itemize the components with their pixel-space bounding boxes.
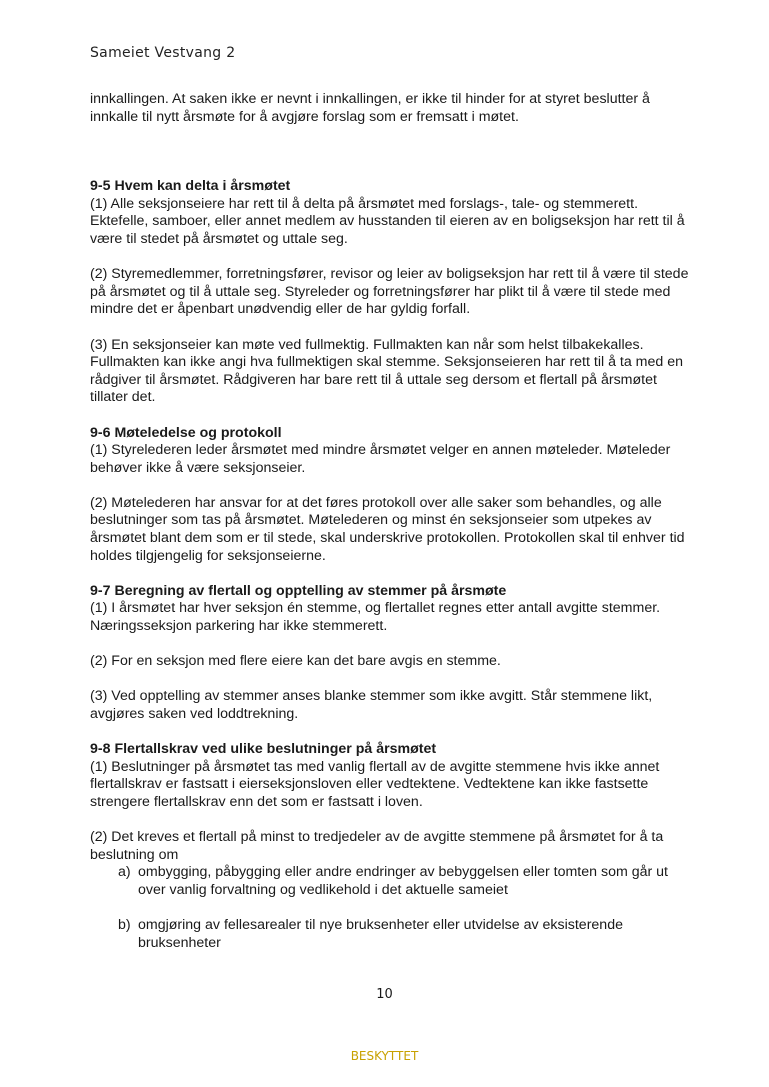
- document-header: Sameiet Vestvang 2: [90, 45, 236, 61]
- paragraph: (1) Beslutninger på årsmøtet tas med vanlig flertall av de avgitte stemmene hvis ikke annet flertallskrav er fastsatt i eierseksjonsloven eller vedtektene. Vedtektene kan ikke fastsette strengere flertallskrav enn det som er fastsatt i loven.: [90, 758, 660, 810]
- paragraph: (1) Alle seksjonseiere har rett til å delta på årsmøtet med forslags-, tale- og stemmerett. Ektefelle, samboer, eller annet medlem av husstanden til eieren av en boligseksjon har rett til å være til stedet på årsmøtet og uttale seg.: [90, 195, 685, 247]
- paragraph: (3) Ved opptelling av stemmer anses blanke stemmer som ikke avgitt. Står stemmene likt, avgjøres saken ved loddtrekning.: [90, 688, 653, 722]
- paragraph: (1) Styrelederen leder årsmøtet med mindre årsmøtet velger en annen møteleder. Møteleder behøver ikke å være seksjonseier.: [90, 442, 671, 476]
- paragraph: (2) For en seksjon med flere eiere kan det bare avgis en stemme.: [90, 653, 501, 670]
- paragraph: (2) Det kreves et flertall på minst to tredjedeler av de avgitte stemmene på årsmøtet for å ta beslutning om: [90, 829, 664, 863]
- document-body: [90, 91, 690, 952]
- section-heading: 9-8 Flertallskrav ved ulike beslutninger på årsmøtet: [90, 741, 437, 758]
- classification-label: BESKYTTET: [350, 1049, 419, 1063]
- section-9-7: [90, 583, 690, 724]
- section-9-5: [90, 178, 690, 407]
- paragraph: (2) Møtelederen har ansvar for at det føres protokoll over alle saker som behandles, og alle beslutninger som tas på årsmøtet. Møtelederen og minst én seksjonseier som utpekes av årsmøtet blant dem som er til stede, skal underskrive protokollen. Protokollen skal til enhver tid holdes tilgjengelig for seksjonseierne.: [90, 494, 685, 564]
- section-heading: 9-5 Hvem kan delta i årsmøtet: [90, 178, 291, 195]
- paragraph: (3) En seksjonseier kan møte ved fullmektig. Fullmakten kan når som helst tilbakekalles. Fullmakten kan ikke angi hva fullmektigen skal stemme. Seksjonseieren har rett til å ta med en rådgiver til årsmøtet. Rådgiveren har bare rett til å uttale seg dersom et flertall på årsmøtet tillater det.: [90, 336, 684, 406]
- list-item: [90, 917, 690, 952]
- list-marker: a): [118, 864, 131, 881]
- section-9-6: [90, 425, 690, 566]
- list-marker: b): [118, 917, 131, 934]
- page-number: 10: [376, 987, 393, 1002]
- intro-paragraph: innkallingen. At saken ikke er nevnt i innkallingen, er ikke til hinder for at styret beslutter å innkalle til nytt årsmøte for å avgjøre forslag som er fremsatt i møtet.: [90, 91, 650, 125]
- paragraph: (2) Styremedlemmer, forretningsfører, revisor og leier av boligseksjon har rett til å være til stede på årsmøtet og til å uttale seg. Styreleder og forretningsfører har plikt til å være til stede med mindre det er åpenbart unødvendig eller de har gyldig forfall.: [90, 266, 689, 318]
- requirement-list: [90, 864, 690, 952]
- section-heading: 9-7 Beregning av flertall og opptelling av stemmer på årsmøte: [90, 582, 507, 599]
- list-item-text: ombygging, påbygging eller andre endringer av bebyggelsen eller tomten som går ut over vanlig forvaltning og vedlikehold i det aktuelle sameiet: [138, 864, 668, 898]
- list-item: [90, 864, 690, 899]
- section-9-8: [90, 741, 690, 952]
- list-item-text: omgjøring av fellesarealer til nye bruksenheter eller utvidelse av eksisterende bruksenheter: [138, 917, 623, 951]
- section-heading: 9-6 Møteledelse og protokoll: [90, 424, 282, 441]
- paragraph: (1) I årsmøtet har hver seksjon én stemme, og flertallet regnes etter antall avgitte stemmer. Næringsseksjon parkering har ikke stemmerett.: [90, 600, 661, 635]
